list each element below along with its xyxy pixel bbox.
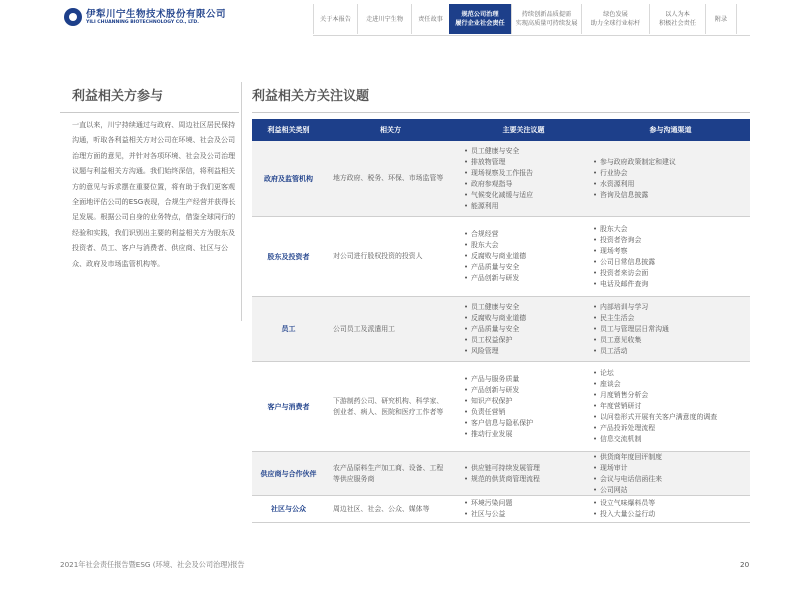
left-section-paragraph: 一直以来，川宁持续通过与政府、周边社区居民保持沟通，听取各利益相关方对公司在环境、社会及公司治理方面的意见，并针对各项环境、社会及公司治理议题与利益相关方沟通。我们始终深信，将利益相关方的意见与诉求摆在重要位置，将有助于我们更客观全面地评估公司的ESG表现，合规生产经营并获得长足发展。根据公司自身的业务特点，借鉴全球同行的经验和实践，我们识别出主要的利益相关方为股东及投资者、员工、客户与消费者、供应商、社区与公众、政府及市场监管机构等。 bbox=[72, 120, 236, 268]
list-item: • 信息交流机制 bbox=[593, 434, 717, 445]
list-item: • 客户信息与隐私保护 bbox=[464, 418, 533, 429]
issues-list bbox=[464, 302, 526, 357]
row-issues bbox=[456, 452, 591, 495]
list-item: • 投资者咨询会 bbox=[593, 235, 655, 246]
list-item: • 排放物管理 bbox=[464, 157, 533, 168]
list-item: • 行业协会 bbox=[593, 168, 676, 179]
table-row bbox=[252, 217, 750, 297]
table-row bbox=[252, 362, 750, 452]
list-item: • 供应链可持续发展管理 bbox=[464, 463, 540, 474]
list-item: • 员工权益保护 bbox=[464, 335, 526, 346]
list-item: • 会议与电话信函往来 bbox=[593, 474, 662, 485]
list-item: • 现场考察 bbox=[593, 246, 655, 257]
page-number: 20 bbox=[740, 560, 750, 569]
list-item: • 民主生活会 bbox=[593, 313, 669, 324]
row-party: 农产品原料生产加工商、设备、工程等供应服务商 bbox=[333, 463, 444, 483]
channels-list bbox=[593, 498, 655, 520]
row-category: 供应商与合作伙伴 bbox=[260, 469, 317, 478]
list-item: • 知识产权保护 bbox=[464, 396, 533, 407]
row-category: 政府及监管机构 bbox=[264, 174, 313, 183]
footer-report-title: 2021年社会责任报告暨ESG (环境、社会及公司治理)报告 bbox=[60, 560, 245, 569]
list-item: • 公司网站 bbox=[593, 485, 662, 496]
list-item: • 员工与管理层日常沟通 bbox=[593, 324, 669, 335]
list-item: • 员工活动 bbox=[593, 346, 669, 357]
list-item: • 公司日常信息披露 bbox=[593, 257, 655, 268]
list-item: • 水资源利用 bbox=[593, 179, 676, 190]
list-item: • 产品与服务质量 bbox=[464, 374, 533, 385]
list-item: • 反腐败与商业道德 bbox=[464, 313, 526, 324]
nav-tab-appendix[interactable]: 附录 bbox=[705, 4, 737, 34]
issues-list bbox=[464, 146, 533, 212]
list-item: • 规范的供货商管理流程 bbox=[464, 474, 540, 485]
company-name-cn: 伊犁川宁生物技术股份有限公司 bbox=[86, 8, 227, 20]
channels-list bbox=[593, 224, 655, 290]
row-channels bbox=[591, 362, 750, 451]
table-row bbox=[252, 496, 750, 523]
list-item: • 气候变化减缓与适应 bbox=[464, 190, 533, 201]
list-item: • 参与政府政策制定和建议 bbox=[593, 157, 676, 168]
list-item: • 现场视察及工作报告 bbox=[464, 168, 533, 179]
list-item: • 推动行业发展 bbox=[464, 429, 533, 440]
list-item: • 能源利用 bbox=[464, 201, 533, 212]
row-party: 地方政府、税务、环保、市场监管等 bbox=[333, 174, 444, 182]
list-item: • 员工健康与安全 bbox=[464, 302, 526, 313]
company-name-en: YILI CHUANNING BIOTECHNOLOGY CO., LTD. bbox=[86, 19, 199, 25]
company-logo[interactable] bbox=[64, 8, 226, 26]
nav-tab-green-development[interactable]: 绿色发展 助力全球行业标杆 bbox=[581, 4, 649, 34]
channels-list bbox=[593, 157, 676, 201]
nav-tab-innovation[interactable]: 持续创新品质提需 实现高质量可持续发展 bbox=[511, 4, 581, 34]
row-party: 公司员工及派遣用工 bbox=[333, 324, 396, 333]
table-row bbox=[252, 297, 750, 362]
list-item: • 股东大会 bbox=[464, 240, 526, 251]
row-issues bbox=[456, 496, 591, 522]
row-party: 周边社区、社会、公众、媒体等 bbox=[333, 504, 430, 513]
channels-list bbox=[593, 452, 662, 496]
header-party: 相关方 bbox=[380, 126, 401, 134]
table-body bbox=[252, 141, 750, 523]
left-title-rule bbox=[60, 112, 239, 113]
row-channels bbox=[591, 452, 750, 495]
logo-mark-icon bbox=[64, 8, 82, 26]
row-party: 下游制药公司、研究机构、科学家、创业者、病人、医院和医疗工作者等 bbox=[333, 396, 444, 416]
section-nav bbox=[313, 4, 737, 34]
channels-list bbox=[593, 368, 717, 445]
right-section-title: 利益相关方关注议题 bbox=[252, 89, 370, 104]
list-item: • 论坛 bbox=[593, 368, 717, 379]
column-divider bbox=[241, 82, 242, 321]
list-item: • 月度销售分析会 bbox=[593, 390, 717, 401]
list-item: • 产品创新与研发 bbox=[464, 273, 526, 284]
issues-list bbox=[464, 229, 526, 284]
row-category: 社区与公众 bbox=[271, 505, 306, 513]
list-item: • 合规经营 bbox=[464, 229, 526, 240]
left-section-title: 利益相关方参与 bbox=[72, 89, 164, 104]
list-item: • 反腐败与商业道德 bbox=[464, 251, 526, 262]
page-header bbox=[0, 0, 809, 36]
list-item: • 产品创新与研发 bbox=[464, 385, 533, 396]
row-party: 对公司进行股权投资的投资人 bbox=[333, 252, 423, 260]
list-item: • 产品质量与安全 bbox=[464, 262, 526, 273]
row-category: 股东及投资者 bbox=[267, 252, 310, 261]
list-item: • 设立气味爆料员等 bbox=[593, 498, 655, 509]
header-channels: 参与沟通渠道 bbox=[649, 126, 692, 134]
row-issues bbox=[456, 141, 591, 216]
list-item: • 政府参观指导 bbox=[464, 179, 533, 190]
row-issues bbox=[456, 217, 591, 296]
issues-list bbox=[464, 463, 540, 485]
row-issues bbox=[456, 297, 591, 361]
header-category: 利益相关类别 bbox=[267, 126, 310, 134]
nav-tab-about-report[interactable]: 关于本报告 bbox=[313, 4, 357, 34]
list-item: • 产品质量与安全 bbox=[464, 324, 526, 335]
right-title-rule bbox=[252, 112, 750, 113]
list-item: • 员工意见收集 bbox=[593, 335, 669, 346]
list-item: • 座谈会 bbox=[593, 379, 717, 390]
row-category: 员工 bbox=[281, 325, 296, 333]
row-channels bbox=[591, 217, 750, 296]
row-issues bbox=[456, 362, 591, 451]
list-item: • 员工健康与安全 bbox=[464, 146, 533, 157]
row-channels bbox=[591, 496, 750, 522]
table-row bbox=[252, 452, 750, 496]
list-item: • 现场审计 bbox=[593, 463, 662, 474]
list-item: • 年度营销研讨 bbox=[593, 401, 717, 412]
list-item: • 供货商年度回评制度 bbox=[593, 452, 662, 463]
list-item: • 投入大量公益行动 bbox=[593, 509, 655, 520]
list-item: • 社区与公益 bbox=[464, 509, 512, 520]
list-item: • 风险管理 bbox=[464, 346, 526, 357]
nav-tab-responsibility-story[interactable]: 责任故事 bbox=[411, 4, 449, 34]
list-item: • 以问卷形式开展有关客户满意度的调查 bbox=[593, 412, 717, 423]
nav-divider bbox=[313, 35, 750, 36]
list-item: • 内部培训与学习 bbox=[593, 302, 669, 313]
header-issues: 主要关注议题 bbox=[502, 126, 545, 134]
list-item: • 负责任营销 bbox=[464, 407, 533, 418]
table-row bbox=[252, 141, 750, 217]
channels-list bbox=[593, 302, 669, 357]
list-item: • 股东大会 bbox=[593, 224, 655, 235]
list-item: • 投资者来访会面 bbox=[593, 268, 655, 279]
table-header bbox=[252, 119, 750, 141]
row-channels bbox=[591, 141, 750, 216]
list-item: • 产品投诉处理流程 bbox=[593, 423, 717, 434]
nav-tab-people[interactable]: 以人为本 积极社会责任 bbox=[649, 4, 705, 34]
row-category: 客户与消费者 bbox=[267, 402, 310, 411]
nav-tab-governance[interactable]: 规范公司治理 履行企业社会责任 bbox=[449, 4, 511, 34]
list-item: • 电话及邮件查询 bbox=[593, 279, 655, 290]
stakeholder-table bbox=[252, 119, 750, 523]
issues-list bbox=[464, 498, 512, 520]
list-item: • 咨询及信息披露 bbox=[593, 190, 676, 201]
list-item: • 环境污染问题 bbox=[464, 498, 512, 509]
row-channels bbox=[591, 297, 750, 361]
nav-tab-about-company[interactable]: 走进川宁生物 bbox=[357, 4, 411, 34]
issues-list bbox=[464, 374, 533, 440]
